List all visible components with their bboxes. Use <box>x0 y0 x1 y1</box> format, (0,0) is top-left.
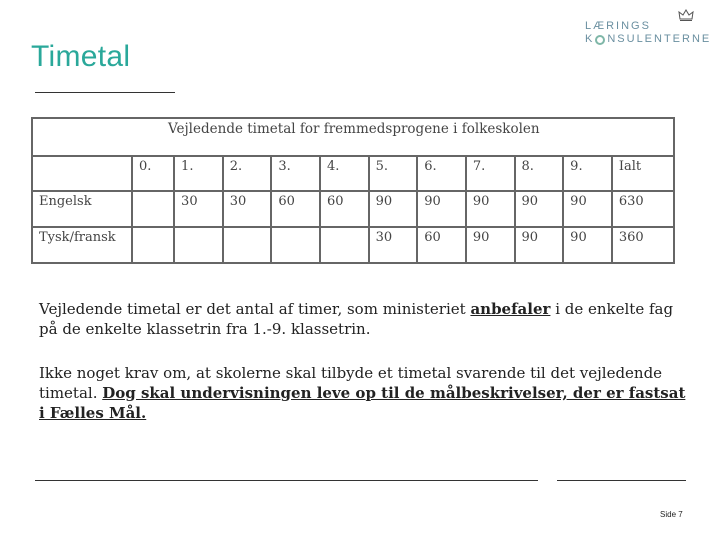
table-cell: 630 <box>612 191 674 227</box>
paragraph-2-emphasis: Dog skal undervisningen leve op til de målbeskrivelser, der er fastsat i Fælles Mål. <box>39 384 686 422</box>
table-header-cell: 6. <box>417 156 466 192</box>
table-header-cell: 8. <box>515 156 564 192</box>
table-cell <box>174 227 223 263</box>
table-row-label: Tysk/fransk <box>32 227 132 263</box>
table-cell <box>132 191 174 227</box>
table-cell: 90 <box>563 227 612 263</box>
table-header-cell: Ialt <box>612 156 674 192</box>
timetable-table <box>31 117 675 264</box>
table-header-cell: 4. <box>320 156 369 192</box>
table-cell: 30 <box>369 227 418 263</box>
title-underline-divider <box>35 92 175 93</box>
table-cell: 90 <box>466 227 515 263</box>
table-header-cell: 9. <box>563 156 612 192</box>
paragraph-2-text-start: Ikke noget krav om, at skolerne skal tilbyde et timetal svarende til det vejledende timetal. <box>39 364 663 402</box>
table-header-cell: 0. <box>132 156 174 192</box>
table-row <box>32 191 674 227</box>
table-cell: 90 <box>466 191 515 227</box>
table-cell: 30 <box>174 191 223 227</box>
table-cell: 60 <box>320 191 369 227</box>
paragraph-requirements <box>39 363 689 423</box>
paragraph-1-text-start: Vejledende timetal er det antal af timer, som ministeriet <box>39 300 471 318</box>
slide-title: Timetal <box>31 40 131 73</box>
table-header-cell: 7. <box>466 156 515 192</box>
table-header-cell: 3. <box>271 156 320 192</box>
table-header-cell: 1. <box>174 156 223 192</box>
table-cell: 90 <box>515 191 564 227</box>
logo-line-1: LÆRINGS <box>585 20 651 32</box>
table-caption: Vejledende timetal for fremmedsprogene i folkeskolen <box>32 118 674 156</box>
table-cell <box>132 227 174 263</box>
table-header-row <box>32 156 674 192</box>
page-number: Side 7 <box>660 510 683 519</box>
table-cell: 60 <box>271 191 320 227</box>
table-cell: 60 <box>417 227 466 263</box>
table-cell: 90 <box>417 191 466 227</box>
table-cell: 90 <box>515 227 564 263</box>
table-cell: 360 <box>612 227 674 263</box>
table-header-cell: 2. <box>223 156 272 192</box>
logo-circle-icon <box>595 35 605 45</box>
table-cell <box>271 227 320 263</box>
table-cell <box>223 227 272 263</box>
footer-divider-right <box>557 480 686 481</box>
logo-line-2-end: NSULENTERNE <box>607 33 712 45</box>
table-cell: 90 <box>369 191 418 227</box>
table-header-cell <box>32 156 132 192</box>
paragraph-recommended-hours <box>39 299 689 339</box>
paragraph-1-text-end: i de enkelte fag på de enkelte klassetrin fra 1.-9. klassetrin. <box>39 300 674 338</box>
table-header-cell: 5. <box>369 156 418 192</box>
logo-line-2 <box>585 33 711 46</box>
logo-line-2-start: K <box>585 33 595 45</box>
paragraph-1-emphasis: anbefaler <box>470 300 551 318</box>
table-cell: 90 <box>563 191 612 227</box>
brand-logo <box>585 20 711 46</box>
table-cell: 30 <box>223 191 272 227</box>
table-cell <box>320 227 369 263</box>
table-row-label: Engelsk <box>32 191 132 227</box>
footer-divider-left <box>35 480 538 481</box>
table-row <box>32 227 674 263</box>
table-caption-row <box>32 118 674 156</box>
